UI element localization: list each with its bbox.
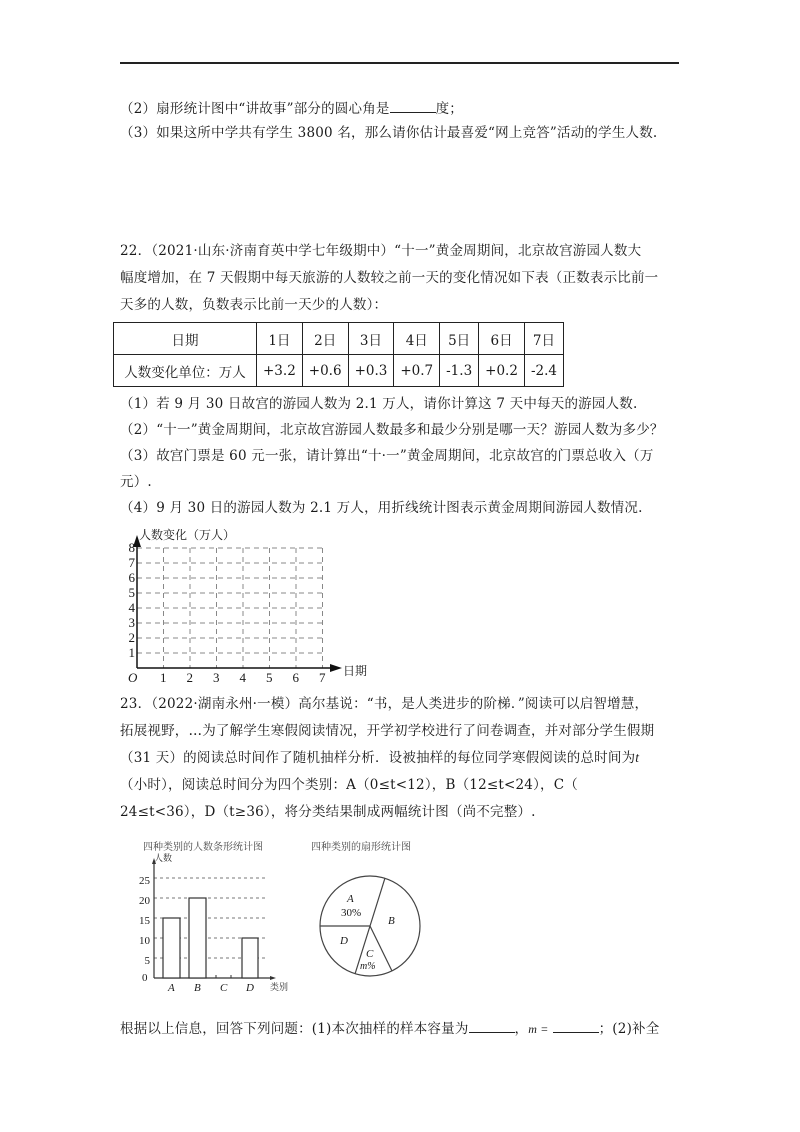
pie-label-A: A	[347, 893, 354, 905]
table-row-label: 人数变化单位：万人	[114, 355, 257, 387]
pie-pct-A: 30%	[341, 907, 362, 919]
ytick: 20	[139, 895, 150, 907]
q23-answer-tail: ；(2)补全	[598, 1021, 660, 1037]
table-day-cell: 4日	[394, 323, 440, 355]
ytick: 6	[128, 570, 135, 585]
q21-sub2-text: （2）扇形统计图中“讲故事”部分的圆心角是	[120, 101, 390, 117]
m-value-blank[interactable]	[553, 1018, 599, 1033]
xtick: 2	[186, 670, 193, 685]
pie-label-B: B	[388, 915, 395, 927]
ytick: 10	[139, 935, 150, 947]
variable-t: t	[635, 750, 640, 765]
q23-line-3-text: （31 天）的阅读总时间作了随机抽样分析．设被抽样的每位同学寒假阅读的总时间为	[120, 750, 636, 766]
q22-sub2: （2）“十一”黄金周期间，北京故宫游园人数最多和最少分别是哪一天？游园人数为多少？	[120, 422, 664, 438]
table-day-cell: 6日	[479, 323, 525, 355]
q23-line-1: 23．（2022·湖南永州·一模）高尔基说：“书，是人类进步的阶梯．”阅读可以启智增慧，	[120, 696, 649, 712]
bar-ylabel: 人数	[154, 854, 173, 864]
xtick: 4	[239, 670, 246, 685]
table-change-cell: +0.3	[348, 355, 394, 387]
bar-xlabel: 类别	[270, 983, 289, 993]
q22-sub3a: （3）故宫门票是 60 元一张，请计算出“十·一”黄金周期间，北京故宫的门票总收入（万	[120, 448, 654, 464]
pie-label-D: D	[340, 935, 348, 947]
ytick: 5	[144, 955, 150, 967]
bar-cat: D	[246, 982, 254, 994]
table-day-cell: 1日	[257, 323, 303, 355]
q23-line-4: （小时），阅读总时间分为四个类别：A（0≤t<12），B（12≤t<24），C（	[120, 777, 578, 793]
ytick: 7	[128, 555, 135, 570]
table-change-cell: +3.2	[257, 355, 303, 387]
bar-cat: C	[220, 982, 228, 994]
q22-sub3b: 元）.	[120, 474, 152, 490]
q22-sub1: （1）若 9 月 30 日故宫的游园人数为 2.1 万人，请你计算这 7 天中每天的游园人数.	[120, 396, 638, 412]
bar-cat: A	[168, 982, 175, 994]
q23-line-2: 拓展视野，…为了解学生寒假阅读情况，开学初学校进行了问卷调查，并对部分学生假期	[120, 723, 655, 739]
table-change-cell: -2.4	[524, 355, 563, 387]
xtick: 6	[292, 670, 299, 685]
comma: ，	[514, 1021, 529, 1037]
q22-intro-1: 22．（2021·山东·济南育英中学七年级期中）“十一”黄金周期间，北京故宫游园人数大	[120, 243, 642, 259]
q21-sub3: （3）如果这所中学共有学生 3800 名，那么请你估计最喜爱“网上竞答”活动的学生人数.	[120, 125, 658, 141]
table-change-cell: +0.6	[302, 355, 348, 387]
q23-line-5: 24≤t<36），D（t≥36），将分类结果制成两幅统计图（尚不完整）.	[120, 804, 536, 820]
q21-sub2-end: 度；	[435, 101, 463, 117]
table-day-cell: 7日	[524, 323, 563, 355]
grid-xlabel: 日期	[343, 664, 368, 678]
table-day-cell: 5日	[440, 323, 479, 355]
xtick: 1	[160, 670, 167, 685]
table-change-cell: +0.7	[394, 355, 440, 387]
pie-pct-C: m%	[360, 961, 376, 972]
xtick: 5	[266, 670, 273, 685]
table-day-cell: 3日	[348, 323, 394, 355]
ytick: 4	[128, 600, 135, 615]
ytick: 25	[139, 875, 150, 887]
q23-answer-text: 根据以上信息，回答下列问题：(1)本次抽样的样本容量为	[120, 1021, 469, 1037]
ytick: 5	[128, 585, 135, 600]
table-change-cell: -1.3	[440, 355, 479, 387]
ytick: 8	[128, 540, 135, 555]
bar-ytick-0: 0	[142, 972, 148, 984]
bar-chart-title: 四种类别的人数条形统计图	[143, 842, 263, 853]
ytick: 15	[139, 915, 150, 927]
grid-ylabel: 人数变化（万人）	[139, 528, 236, 542]
ytick: 2	[128, 630, 135, 645]
ytick: 1	[128, 645, 135, 660]
table-header-label: 日期	[114, 323, 257, 355]
pie-label-C: C	[366, 948, 374, 960]
grid-origin: O	[128, 670, 138, 685]
table-change-cell: +0.2	[479, 355, 525, 387]
q23-answer-line	[120, 1018, 659, 1039]
table-day-cell: 2日	[302, 323, 348, 355]
m-equals: m =	[528, 1022, 549, 1036]
q22-intro-2: 幅度增加，在 7 天假期中每天旅游的人数较之前一天的变化情况如下表（正数表示比前一	[120, 270, 659, 286]
q22-sub4: （4）9 月 30 日的游园人数为 2.1 万人，用折线统计图表示黄金周期间游园人数情况.	[120, 500, 643, 516]
ytick: 3	[128, 615, 135, 630]
bar-cat: B	[194, 982, 201, 994]
sample-size-blank[interactable]	[469, 1018, 515, 1033]
xtick: 3	[213, 670, 220, 685]
pie-chart-title: 四种类别的扇形统计图	[311, 842, 411, 853]
xtick: 7	[319, 670, 326, 685]
q22-intro-3: 天多的人数，负数表示比前一天少的人数）：	[120, 297, 388, 313]
